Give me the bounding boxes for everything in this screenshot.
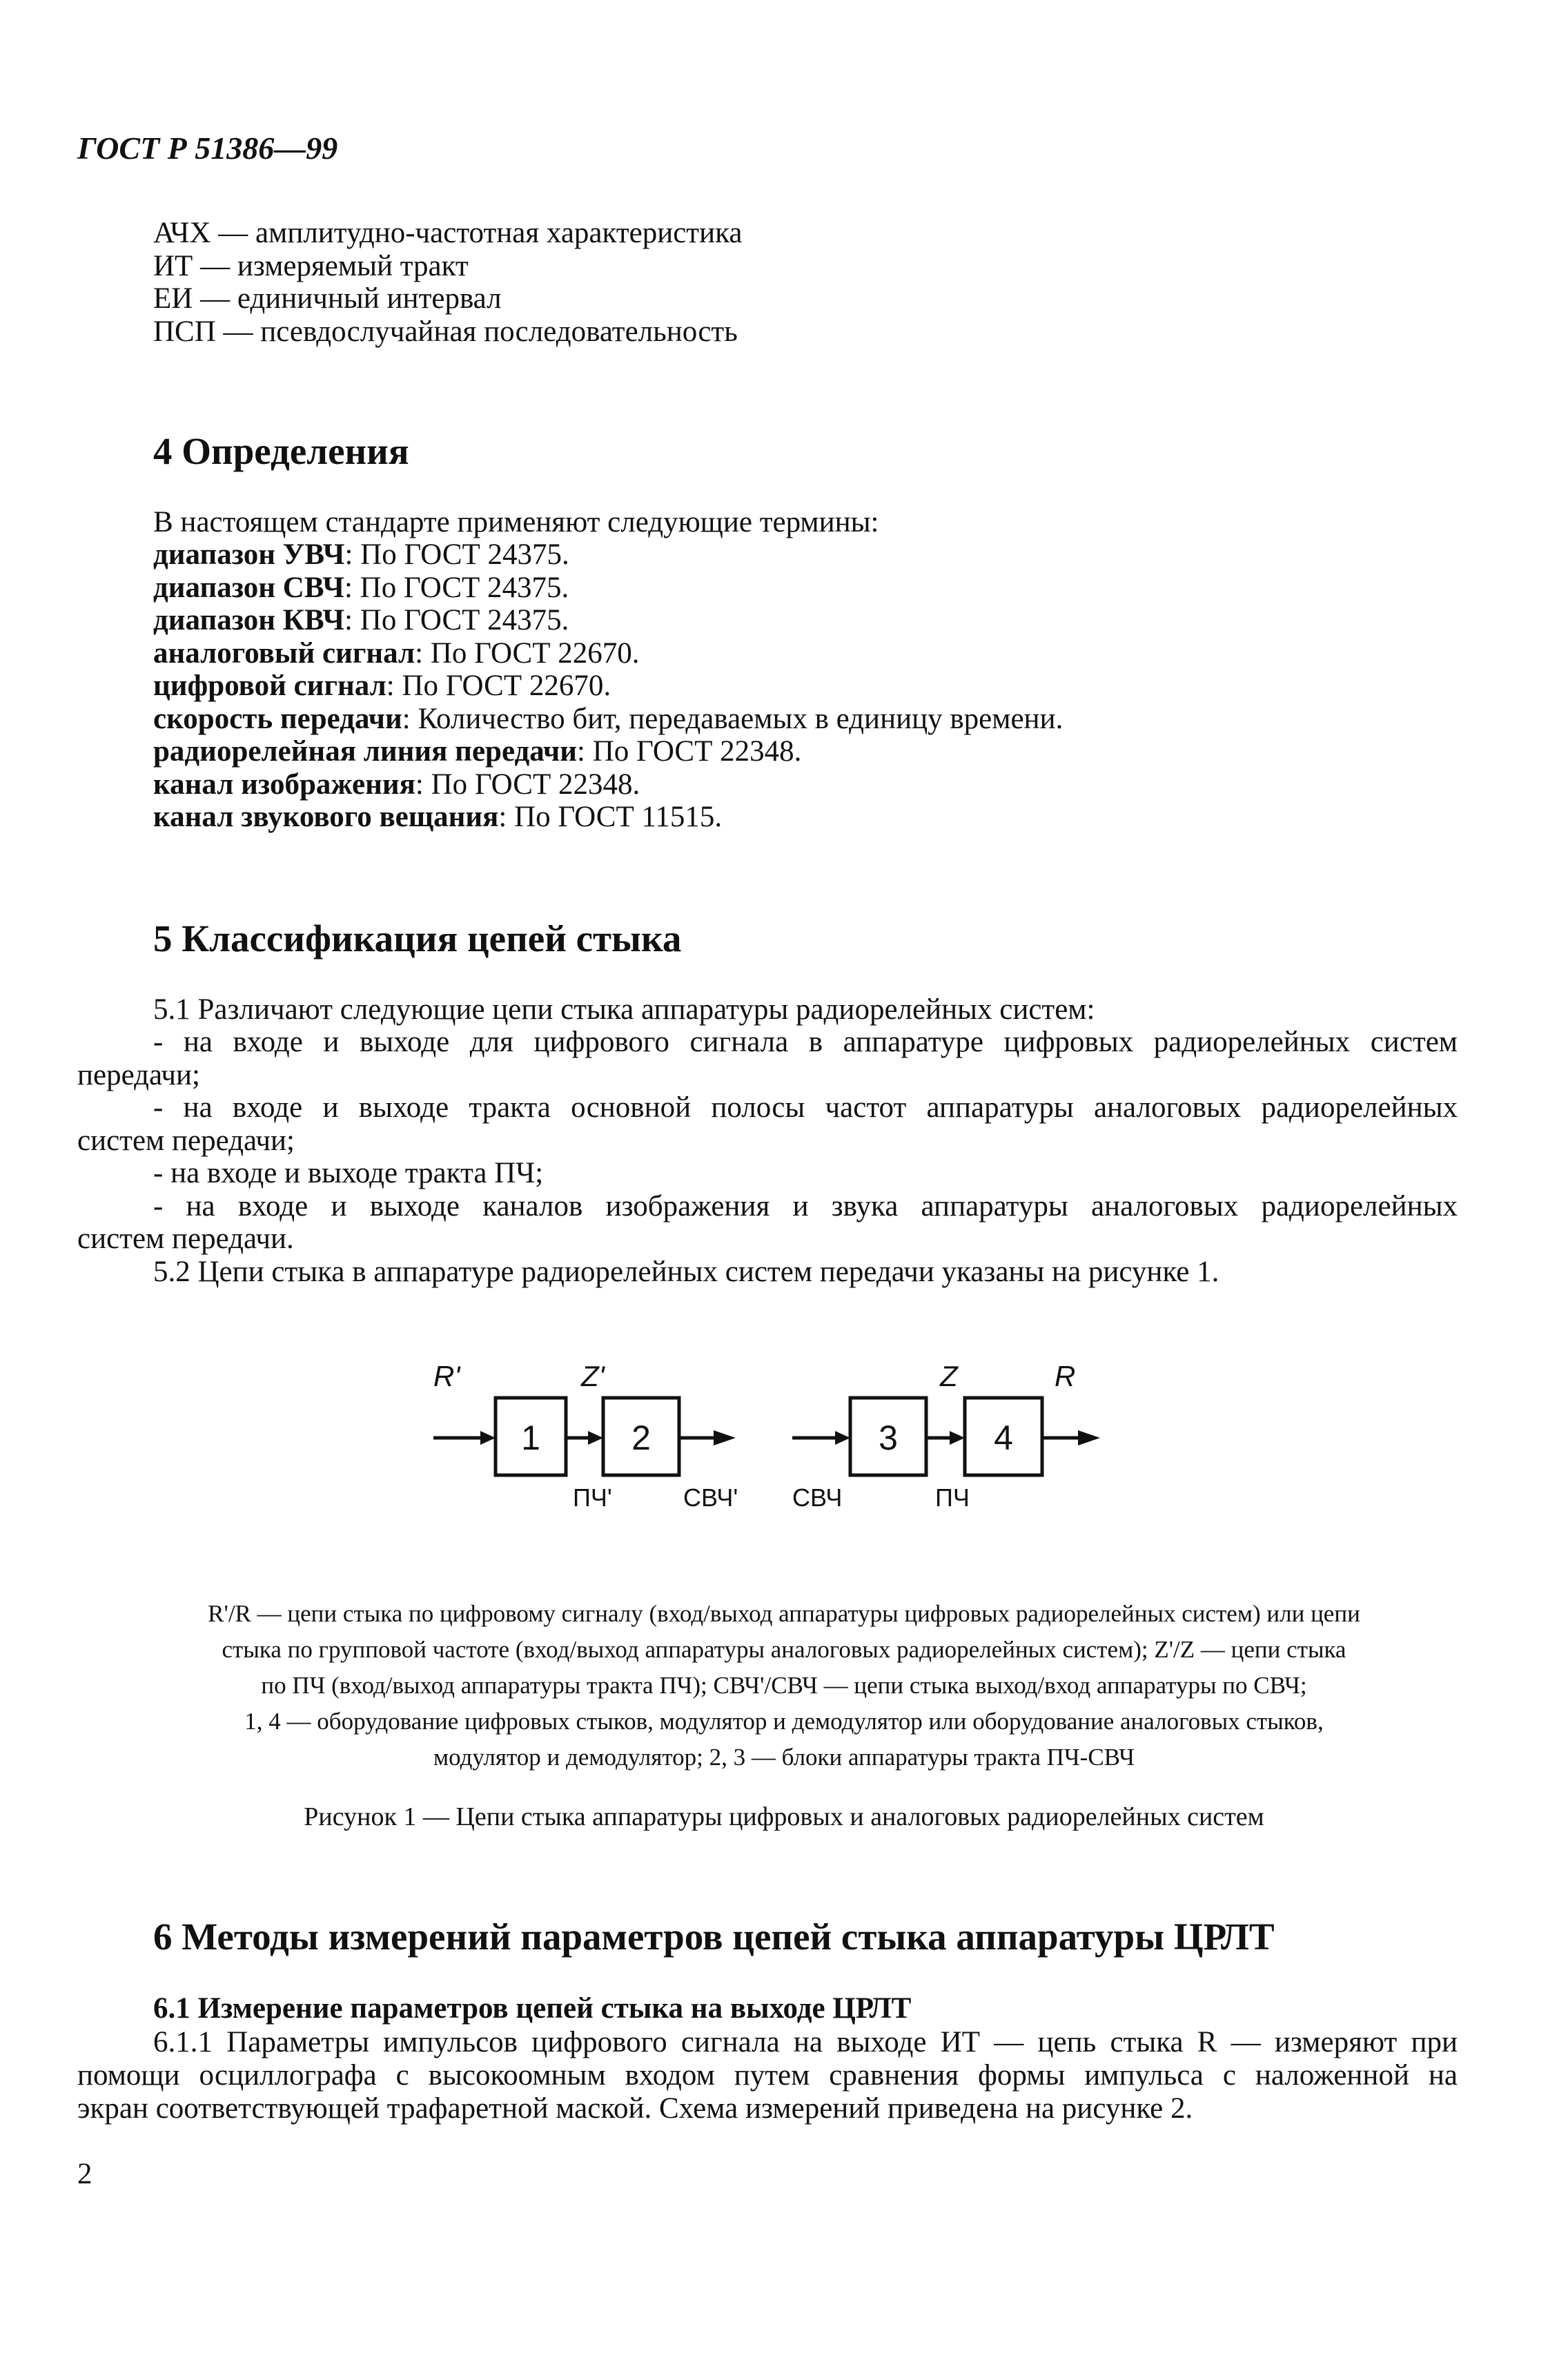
definition-term: канал изображения [153,768,415,801]
section-6-title: 6 Методы измерений параметров цепей стыка аппаратуры ЦРЛТ [153,1916,1275,1958]
definition-text: : По ГОСТ 22348. [415,768,640,801]
definition-text: : По ГОСТ 24375. [344,604,569,636]
definition-text: : По ГОСТ 22670. [386,670,611,702]
abbreviation-line: АЧХ — амплитудно-частотная характеристика [153,217,743,249]
definition-text: : По ГОСТ 22348. [577,735,802,768]
subsection-title: 6.1 Измерение параметров цепей стыка на выходе ЦРЛТ [153,1992,912,2025]
definition-text: : По ГОСТ 24375. [344,572,569,604]
label-svch-prime: СВЧ' [683,1483,738,1512]
arrowhead [1078,1430,1100,1445]
block-1-number: 1 [521,1419,540,1457]
paragraph-line: 5.1 Различают следующие цепи стыка аппаратуры радиорелейных систем: [153,993,1095,1026]
definition-term: аналоговый сигнал [153,637,415,670]
definition-term: канал звукового вещания [153,801,499,833]
definition-line [153,669,611,703]
label-z: Z [940,1360,958,1392]
page-number: 2 [77,2158,92,2190]
definition-text: : По ГОСТ 24375. [344,538,569,571]
document-header: ГОСТ Р 51386—99 [77,130,338,166]
figure-1-diagram [0,1353,1568,1560]
definition-line [153,768,640,801]
label-pch-prime: ПЧ' [573,1483,612,1512]
paragraph-line: - на входе и выходе тракта ПЧ; [153,1157,544,1189]
block-2-number: 2 [631,1419,651,1457]
block-3-number: 3 [879,1419,898,1457]
label-z-prime: Z' [581,1360,605,1392]
label-pch: ПЧ [935,1483,970,1512]
figure-legend-line: 1, 4 — оборудование цифровых стыков, модулятор и демодулятор или оборудование аналоговых стыков, [244,1708,1324,1735]
figure-caption: Рисунок 1 — Цепи стыка аппаратуры цифровых и аналоговых радиорелейных систем [304,1802,1264,1831]
arrowhead [714,1430,736,1445]
definition-term: скорость передачи [153,703,402,735]
definition-term: радиорелейная линия передачи [153,735,578,768]
definition-term: диапазон СВЧ [153,572,344,604]
definition-line [153,636,639,670]
definition-line [153,800,722,834]
paragraph-line: экран соответствующей трафаретной маской. Схема измерений приведена на рисунке 2. [77,2092,1193,2125]
definition-term: диапазон КВЧ [153,604,345,636]
label-svch: СВЧ [792,1483,843,1512]
definition-text: : Количество бит, передаваемых в единицу времени. [402,703,1064,735]
definition-term: диапазон УВЧ [153,538,345,571]
definition-term: цифровой сигнал [153,670,386,702]
figure-legend-line: стыка по групповой частоте (вход/выход аппаратуры аналоговых радиорелейных систем); Z'/Z — цепи стыка [222,1636,1346,1663]
paragraph-line: 5.2 Цепи стыка в аппаратуре радиорелейных систем передачи указаны на рисунке 1. [153,1256,1219,1288]
paragraph-line: 6.1.1 Параметры импульсов цифрового сигнала на выходе ИТ — цепь стыка R — измеряют при [153,2026,1458,2058]
arrowhead [480,1431,496,1445]
figure-legend-line: модулятор и демодулятор; 2, 3 — блоки аппаратуры тракта ПЧ-СВЧ [433,1744,1135,1771]
definition-line [153,734,801,768]
paragraph-line: - на входе и выходе каналов изображения и звука аппаратуры аналоговых радиорелейных [153,1190,1458,1223]
section-5-title: 5 Классификация цепей стыка [153,917,682,960]
definition-line [153,571,569,605]
label-r-prime: R' [433,1360,460,1392]
definition-line [153,603,569,637]
figure-legend-line: по ПЧ (вход/выход аппаратуры тракта ПЧ); СВЧ'/СВЧ — цепи стыка выход/вход аппаратуры по СВЧ; [261,1672,1307,1699]
figure-legend-line: R'/R — цепи стыка по цифровому сигналу (вход/выход аппаратуры цифровых радиорелейных систем) или цепи [208,1600,1360,1627]
definition-line [153,538,569,572]
paragraph-line: - на входе и выходе для цифрового сигнала в аппаратуре цифровых радиорелейных систем [153,1026,1458,1058]
abbreviation-line: ЕИ — единичный интервал [153,282,502,315]
abbreviation-line: ИТ — измеряемый тракт [153,250,469,282]
definition-line [153,702,1063,736]
arrowhead [588,1431,603,1445]
section-4-title: 4 Определения [153,430,409,472]
definition-text: : По ГОСТ 22670. [415,637,640,670]
arrowhead [835,1431,850,1445]
arrowhead [950,1431,965,1445]
label-r: R [1055,1360,1076,1392]
paragraph-line: помощи осциллографа с высокоомным входом путем сравнения формы импульса с наложенной на [77,2059,1458,2092]
abbreviation-line: ПСП — псевдослучайная последовательность [153,315,738,348]
paragraph-line: передачи; [77,1059,200,1091]
section-4-intro: В настоящем стандарте применяют следующие термины: [153,506,879,538]
paragraph-line: - на входе и выходе тракта основной полосы частот аппаратуры аналоговых радиорелейных [153,1091,1458,1124]
paragraph-line: систем передачи. [77,1223,294,1255]
definition-text: : По ГОСТ 11515. [498,801,723,833]
paragraph-line: систем передачи; [77,1124,295,1157]
block-4-number: 4 [994,1419,1013,1457]
